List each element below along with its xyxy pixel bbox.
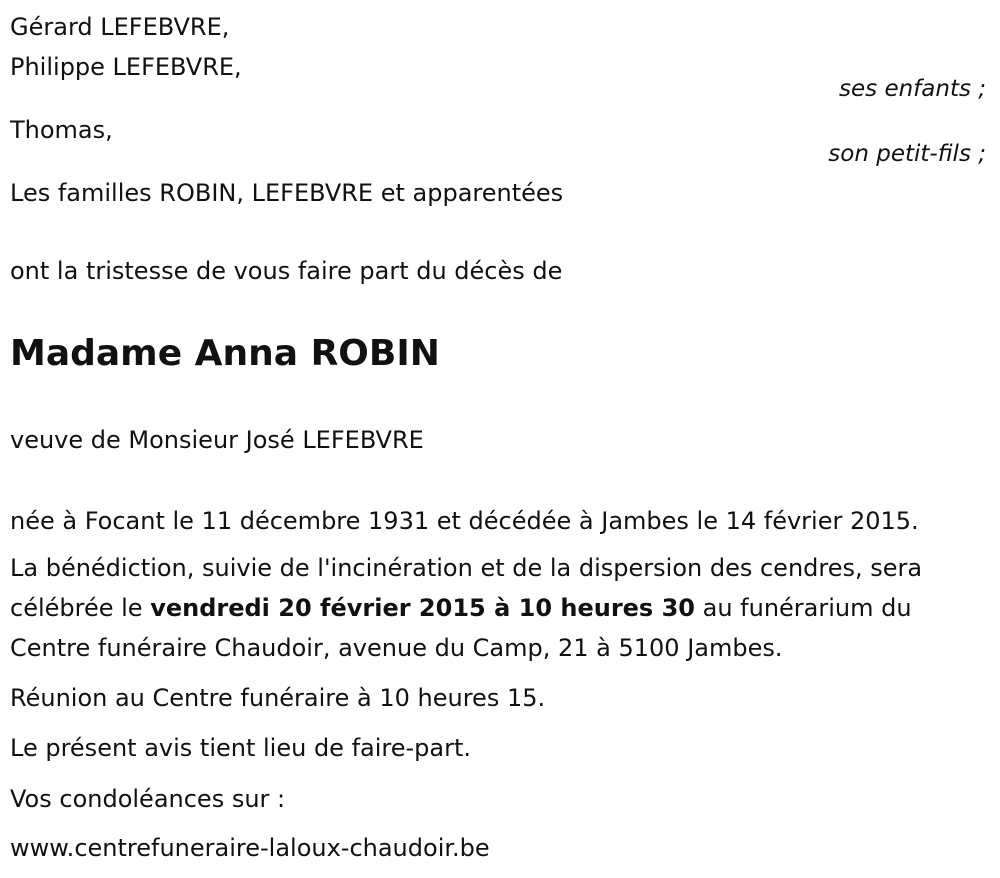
announcement-text: ont la tristesse de vous faire part du décès de — [10, 257, 563, 285]
notice-text: Le présent avis tient lieu de faire-part. — [10, 734, 472, 762]
ceremony-intro: La bénédiction, suivie de l'incinération et de la dispersion des cendres, sera célébrée le — [10, 554, 923, 622]
widow-of-text: veuve de Monsieur José LEFEBVRE — [10, 426, 424, 454]
child-name-philippe: Philippe LEFEBVRE, — [10, 53, 242, 81]
condolences-label: Vos condoléances sur : — [10, 785, 286, 813]
meeting-text: Réunion au Centre funéraire à 10 heures 15. — [10, 684, 546, 712]
ceremony-place: au funérarium du Centre funéraire Chaudoir, avenue du Camp, 21 à 5100 Jambes. — [10, 594, 912, 662]
grandchild-role: son petit-fils ; — [828, 141, 986, 167]
birth-death-text: née à Focant le 11 décembre 1931 et décédée à Jambes le 14 février 2015. — [10, 507, 919, 535]
children-role: ses enfants ; — [839, 76, 986, 102]
child-name-gerard: Gérard LEFEBVRE, — [10, 13, 230, 41]
deceased-name: Madame Anna ROBIN — [10, 333, 440, 374]
families-line: Les familles ROBIN, LEFEBVRE et apparentées — [10, 179, 564, 207]
grandchild-name: Thomas, — [10, 116, 113, 144]
website-link[interactable]: www.centrefuneraire-laloux-chaudoir.be — [10, 834, 490, 862]
ceremony-date-time: vendredi 20 février 2015 à 10 heures 30 — [150, 594, 695, 622]
ceremony-paragraph — [10, 548, 995, 668]
